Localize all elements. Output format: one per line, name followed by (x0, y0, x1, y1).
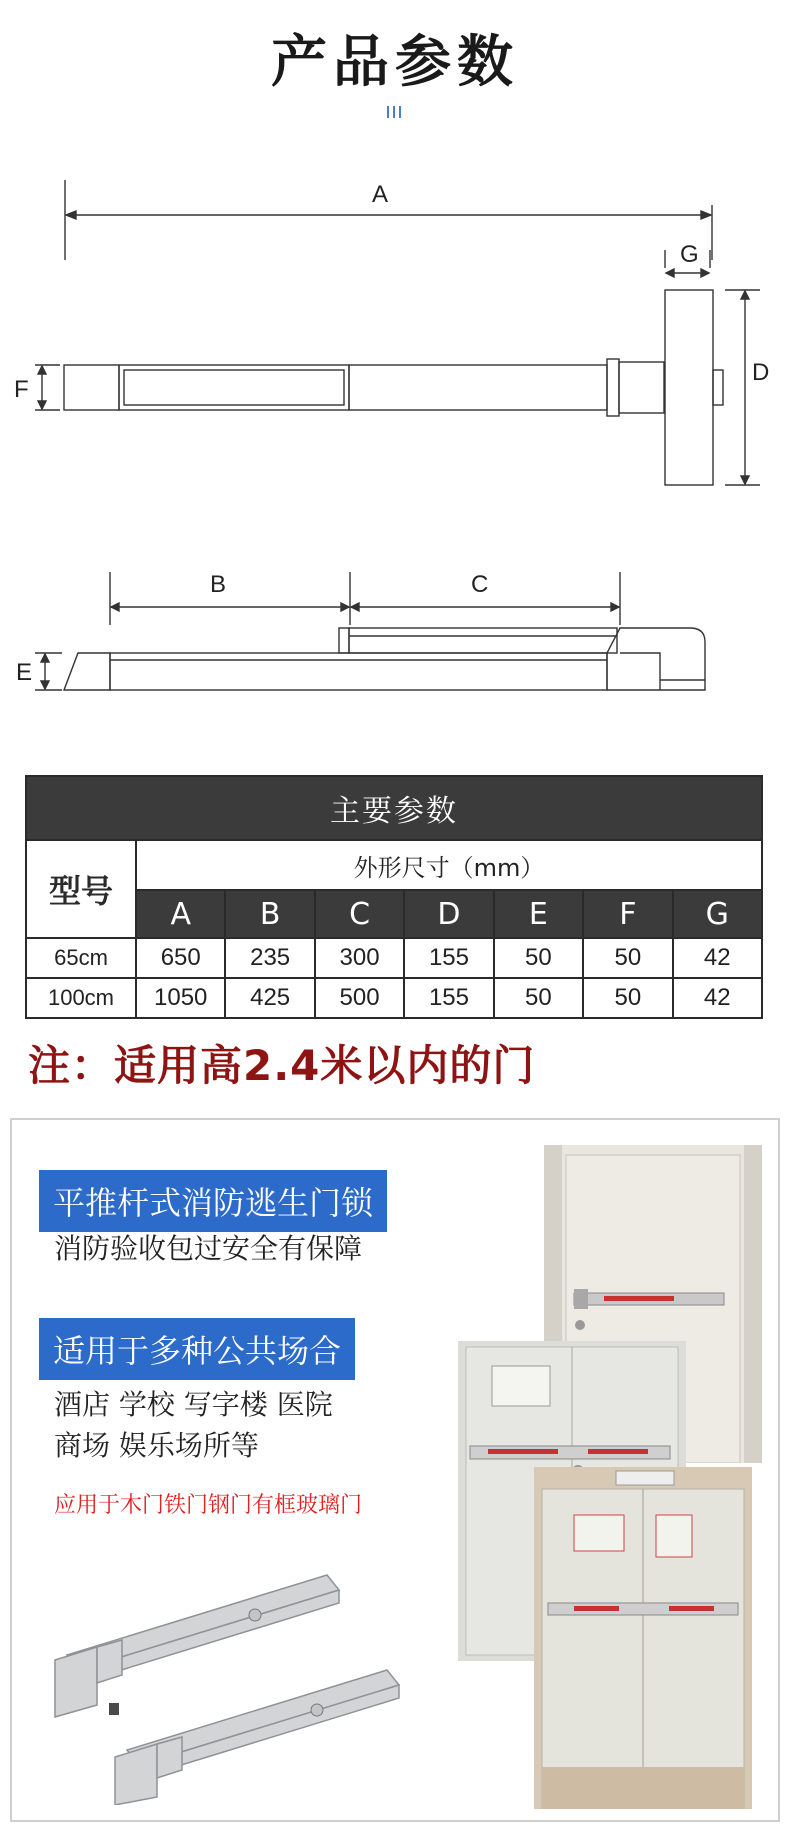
page-title: 产品参数 (271, 30, 519, 95)
table-cell: 235 (225, 938, 314, 978)
table-cell: 42 (673, 938, 762, 978)
table-cell: 500 (315, 978, 404, 1018)
model-header: 型号 (26, 840, 136, 938)
dimension-diagram (0, 150, 790, 730)
table-cell: 50 (494, 938, 583, 978)
table-cell: 50 (494, 978, 583, 1018)
model-cell: 100cm (26, 978, 136, 1018)
table-cell: 425 (225, 978, 314, 1018)
dimension-header: 外形尺寸（mm） (136, 840, 762, 890)
column-header: E (494, 890, 583, 938)
table-cell: 155 (404, 938, 493, 978)
column-header: D (404, 890, 493, 938)
venue-list-line1: 酒店 学校 写字楼 医院 (54, 1388, 333, 1421)
dim-label-c: C (471, 571, 489, 598)
table-cell: 42 (673, 978, 762, 1018)
table-row (26, 978, 762, 1018)
table-cell: 1050 (136, 978, 225, 1018)
usage-scenario-tag: 适用于多种公共场合 (39, 1318, 355, 1380)
feature-panel (10, 1118, 780, 1822)
dim-label-d: D (752, 359, 770, 386)
column-header: G (673, 890, 762, 938)
product-photo (37, 1535, 457, 1805)
dim-label-f: F (14, 376, 29, 403)
table-cell: 50 (583, 978, 672, 1018)
table-cell: 155 (404, 978, 493, 1018)
safety-description: 消防验收包过安全有保障 (54, 1232, 363, 1265)
dim-label-g: G (680, 241, 699, 268)
venue-list-line2: 商场 娱乐场所等 (54, 1429, 259, 1462)
table-title: 主要参数 (26, 776, 762, 840)
dim-label-b: B (210, 571, 227, 598)
model-cell: 65cm (26, 938, 136, 978)
title-decoration (385, 106, 403, 120)
dim-label-a: A (372, 181, 389, 208)
table-row (26, 938, 762, 978)
column-header: B (225, 890, 314, 938)
spec-table (25, 775, 763, 1019)
column-header: A (136, 890, 225, 938)
column-header: F (583, 890, 672, 938)
product-type-tag: 平推杆式消防逃生门锁 (39, 1170, 387, 1232)
table-cell: 300 (315, 938, 404, 978)
column-header: C (315, 890, 404, 938)
door-type-note: 应用于木门铁门钢门有框玻璃门 (54, 1493, 363, 1518)
dim-label-e: E (16, 659, 33, 686)
usage-note: 注：适用高2.4米以内的门 (28, 1041, 536, 1090)
table-cell: 50 (583, 938, 672, 978)
table-cell: 650 (136, 938, 225, 978)
door-photo (534, 1467, 752, 1809)
